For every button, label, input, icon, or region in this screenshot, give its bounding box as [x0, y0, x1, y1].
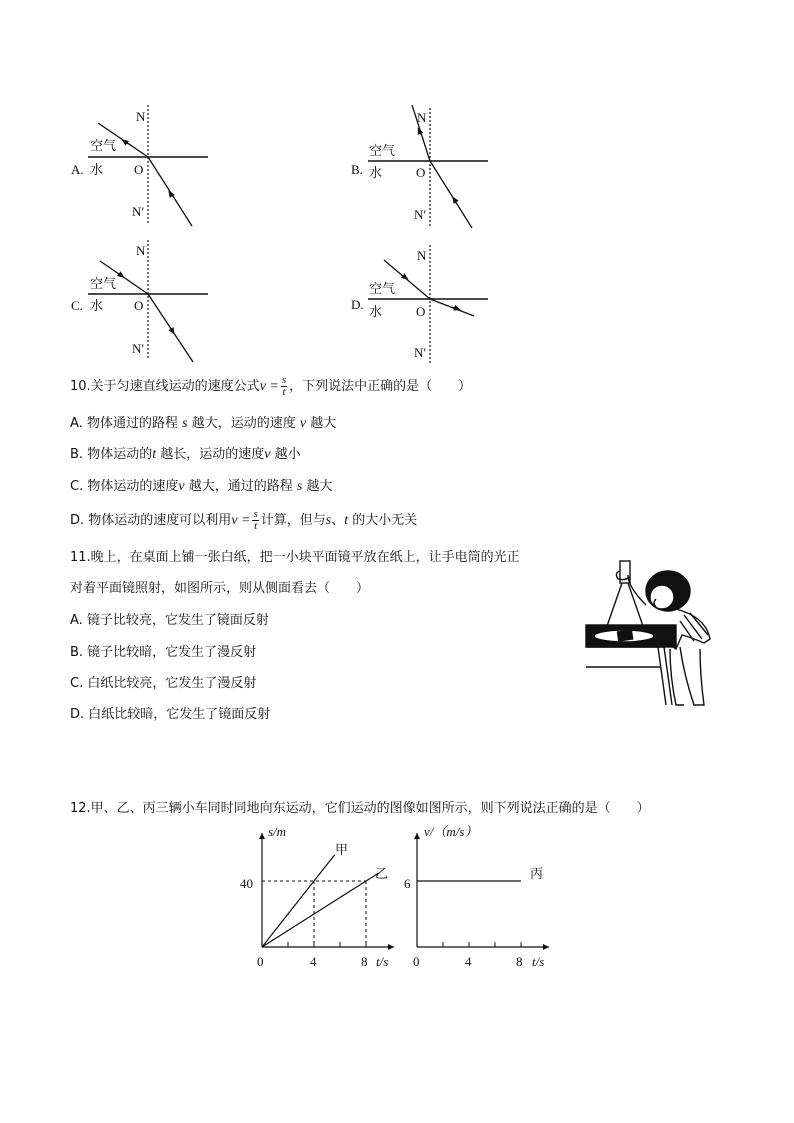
option-text: 的大小无关 [352, 513, 418, 528]
question-11-line-2: 对着平面镜照射，如图所示，则从侧面看去（ ） [70, 581, 370, 596]
formula-fraction [281, 375, 287, 398]
water-label: 水 [90, 299, 104, 314]
air-label: 空气 [369, 144, 396, 159]
variable: s [325, 513, 332, 528]
s-t-chart [240, 825, 400, 975]
option-d-label: D. [351, 297, 364, 312]
option-letter: D. [70, 513, 85, 528]
diagram-c [88, 240, 208, 362]
diagram-a [88, 105, 208, 226]
s-t-x-axis-label: t/s [376, 954, 389, 969]
normal-bottom-label: N′ [132, 341, 145, 356]
q10-option-c[interactable] [70, 479, 333, 495]
series-line [262, 855, 335, 947]
x-axis-arrow [388, 944, 394, 950]
fraction-numerator: s [253, 508, 258, 520]
s-t-x-tick-label: 8 [361, 954, 368, 969]
option-b-label: B. [351, 162, 363, 177]
option-text: 越小 [274, 447, 301, 462]
option-letter: A. [70, 416, 83, 431]
s-t-x-tick-label: 4 [310, 954, 317, 969]
s-t-x-tick-label: 0 [257, 954, 264, 969]
origin-label: O [134, 162, 144, 177]
normal-bottom-label: N′ [414, 207, 427, 222]
question-10-suffix: ，下列说法中正确的是（ ） [289, 379, 472, 394]
normal-top-label: N [136, 109, 146, 124]
y-axis-arrow [259, 833, 265, 839]
option-text: 越大，通过的路程 [188, 479, 293, 494]
q10-option-a[interactable] [70, 416, 336, 432]
formula-lhs: v = [259, 379, 279, 394]
question-10-prefix: 10.关于匀速直线运动的速度公式 [70, 379, 260, 394]
v-t-x-tick-label: 4 [465, 954, 472, 969]
origin-label: O [416, 165, 426, 180]
option-text: 越大，运动的速度 [191, 416, 296, 431]
variable: v [264, 447, 271, 462]
option-text: 物体运动的 [87, 447, 153, 462]
option-a-label: A. [71, 162, 84, 177]
q11-option-a[interactable]: A. 镜子比较亮，它发生了镜面反射 [70, 613, 269, 628]
s-t-y-axis-label: s/m [268, 824, 287, 839]
option-text: 越大 [310, 416, 337, 431]
formula-lhs: v = [231, 513, 251, 528]
normal-top-label: N [136, 243, 146, 258]
v-t-y-tick-label: 6 [404, 876, 411, 891]
series-label-jia: 甲 [335, 843, 349, 858]
separator: 、 [331, 513, 345, 528]
x-axis-arrow [543, 944, 549, 950]
normal-bottom-label: N′ [132, 204, 145, 219]
series-label-bing: 丙 [530, 867, 544, 882]
variable: s [296, 479, 303, 494]
refraction-diagrams [0, 0, 794, 380]
option-c-label: C. [71, 298, 83, 313]
air-label: 空气 [369, 282, 396, 297]
option-text: 越长，运动的速度 [160, 447, 265, 462]
option-text: 物体通过的路程 [86, 416, 178, 431]
diagram-b [368, 105, 488, 228]
question-11-line-1: 11.晚上，在桌面上铺一张白纸，把一小块平面镜平放在纸上，让手电筒的光正 [70, 550, 520, 565]
formula-fraction [252, 509, 258, 532]
option-text: 物体运动的速度 [87, 479, 179, 494]
s-t-y-tick-label: 40 [240, 876, 253, 891]
fraction-denominator: t [282, 386, 286, 398]
diagram-d [368, 245, 488, 365]
fraction-denominator: t [254, 520, 258, 532]
origin-label: O [416, 304, 426, 319]
water-label: 水 [90, 163, 104, 178]
variable: s [182, 416, 188, 431]
v-t-chart [400, 825, 560, 975]
question-12: 12.甲、乙、丙三辆小车同时同地向东运动，它们运动的图像如图所示，则下列说法正确的是（ ） [70, 801, 650, 816]
variable: t [152, 447, 157, 462]
q10-option-d[interactable] [70, 508, 417, 534]
y-axis-arrow [414, 833, 420, 839]
air-label: 空气 [90, 139, 117, 154]
v-t-x-tick-label: 0 [413, 954, 420, 969]
air-label: 空气 [90, 277, 117, 292]
q11-option-c[interactable]: C. 白纸比较亮，它发生了漫反射 [70, 676, 257, 691]
water-label: 水 [369, 166, 383, 181]
flashlight-mirror-illustration [584, 555, 724, 715]
fraction-numerator: s [281, 374, 287, 386]
variable: v [178, 479, 185, 494]
option-letter: B. [70, 447, 84, 462]
series-line [262, 873, 378, 947]
q11-option-b[interactable]: B. 镜子比较暗，它发生了漫反射 [70, 645, 257, 660]
v-t-x-tick-label: 8 [516, 954, 523, 969]
v-t-x-axis-label: t/s [532, 954, 545, 969]
normal-bottom-label: N′ [414, 345, 427, 360]
series-label-yi: 乙 [375, 867, 389, 882]
v-t-y-axis-label: v/（m/s） [424, 824, 478, 839]
variable: t [344, 513, 349, 528]
water-label: 水 [369, 305, 383, 320]
question-10 [70, 374, 471, 400]
q11-option-d[interactable]: D. 白纸比较暗，它发生了镜面反射 [70, 707, 271, 722]
option-letter: C. [70, 479, 84, 494]
normal-top-label: N [417, 110, 427, 125]
variable: v [299, 416, 307, 431]
q10-option-b[interactable] [70, 447, 301, 463]
option-text: 计算，但与 [260, 513, 326, 528]
option-text: 物体运动的速度可以利用 [88, 513, 232, 528]
origin-label: O [134, 298, 144, 313]
normal-top-label: N [417, 248, 427, 263]
option-text: 越大 [306, 479, 333, 494]
